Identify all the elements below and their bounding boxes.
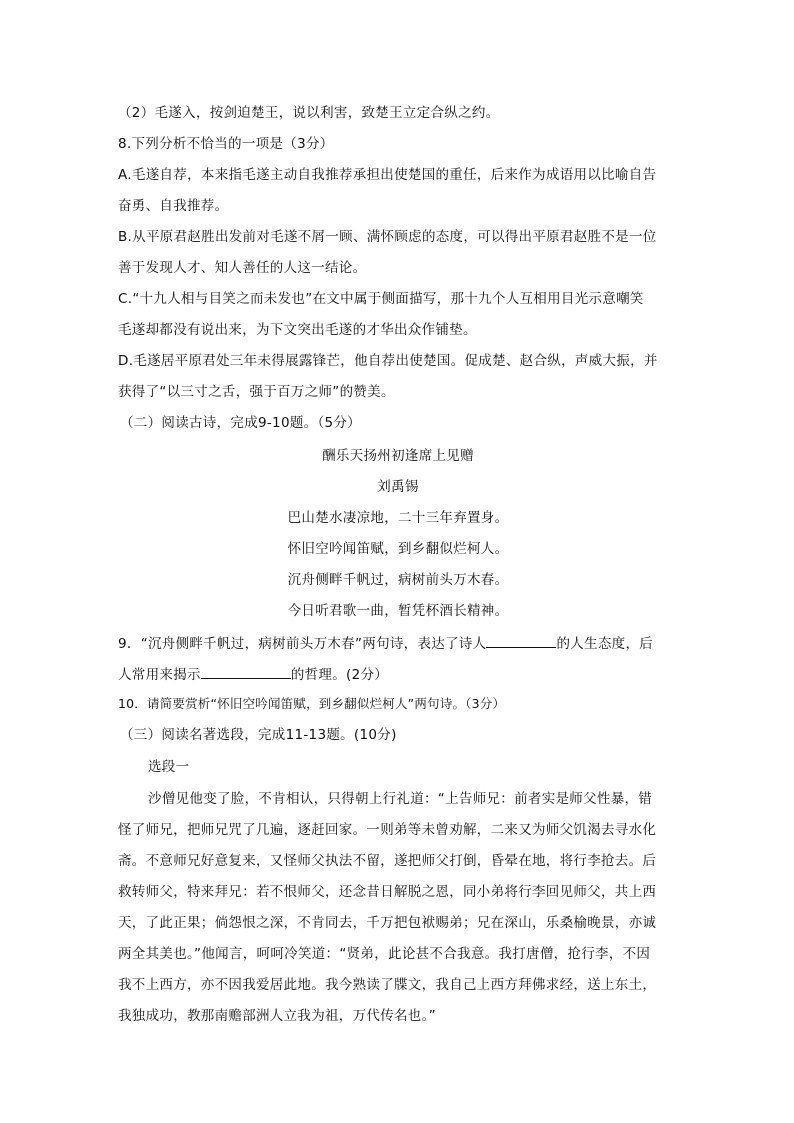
- q9-answer-blank-2[interactable]: [201, 663, 291, 679]
- excerpt-line-3: 斋。不意师兄好意复来，又怪师父执法不留，遂把师父打倒，昏晕在地，将行李抢去。后: [118, 853, 657, 869]
- q8-option-d-line1: D.毛遂居平原君处三年未得展露锋芒，他自荐出使楚国。促成楚、赵合纵，声威大振，并: [118, 353, 658, 369]
- excerpt-line-6: 两全其美也。”他闻言，呵呵冷笑道：“贤弟，此论甚不合我意。我打唐僧，抢行李，不因: [118, 946, 651, 962]
- q9-text-a: 9．“沉舟侧畔千帆过，病树前头万木春”两句诗，表达了诗人: [118, 636, 487, 652]
- q8-option-a-line1: A.毛遂自荐，本来指毛遂主动自我推荐承担出使楚国的重任，后来作为成语用以比喻自告: [118, 167, 657, 183]
- excerpt-line-1: 沙僧见他变了脸，不肯相认，只得朝上行礼道：“上告师兄：前者实是师父性暴，错: [148, 791, 653, 807]
- q9-answer-blank-1[interactable]: [486, 632, 556, 648]
- q9-text-b: 的人生态度，后: [556, 636, 654, 652]
- q8-option-b-line1: B.从平原君赵胜出发前对毛遂不屑一顾、满怀顾虑的态度，可以得出平原君赵胜不是一位: [118, 229, 657, 245]
- excerpt-label: 选段一: [148, 759, 190, 775]
- poem-line-4: 今日听君歌一曲，暂凭杯酒长精神。: [287, 603, 509, 619]
- poem-line-1: 巴山楚水凄凉地，二十三年弃置身。: [287, 510, 509, 526]
- q8-option-b-line2: 善于发现人才、知人善任的人这一结论。: [118, 260, 367, 276]
- section-3-heading: （三）阅读名著选段，完成11-13题。(10分): [120, 727, 397, 743]
- q10: 10．请简要赏析“怀旧空吟闻笛赋，到乡翻似烂柯人”两句诗。（3分）: [118, 696, 506, 711]
- q8-option-d-line2: 获得了“以三寸之舌，强于百万之师”的赞美。: [118, 384, 395, 400]
- excerpt-line-8: 我独成功，教那南赡部洲人立我为祖，万代传名也。”: [118, 1008, 436, 1024]
- poem-line-2: 怀旧空吟闻笛赋，到乡翻似烂柯人。: [287, 541, 509, 557]
- excerpt-line-5: 天，了此正果；倘怨恨之深，不肯同去，千万把包袱赐弟；兄在深山，乐桑榆晚景，亦诚: [118, 915, 657, 931]
- q8-option-c-line2: 毛遂却都没有说出来，为下文突出毛遂的才华出众作铺垫。: [118, 322, 477, 338]
- poem-author: 刘禹锡: [377, 479, 419, 495]
- poem-title: 酬乐天扬州初逢席上见赠: [322, 448, 474, 464]
- q9-line2: [118, 663, 678, 685]
- excerpt-line-7: 我不上西方，亦不因我爱居此地。我今熟读了牒文，我自己上西方拜佛求经，送上东土，: [118, 977, 657, 993]
- q8-stem: 8.下列分析不恰当的一项是（3分）: [118, 136, 334, 152]
- poem-line-3: 沉舟侧畔千帆过，病树前头万木春。: [287, 572, 509, 588]
- excerpt-line-2: 怪了师兄，把师兄咒了几遍，逐赶回家。一则弟等未曾劝解，二来又为师父饥渴去寻水化: [118, 822, 657, 838]
- q9-text-d: 的哲理。(2分）: [290, 667, 389, 683]
- q7-item-2: （2）毛遂入，按剑迫楚王，说以利害，致楚王立定合纵之约。: [118, 105, 500, 121]
- q8-option-c-line1: C.“十九人相与目笑之而未发也”在文中属于侧面描写，那十九个人互相用目光示意嘲笑: [118, 291, 644, 307]
- excerpt-line-4: 救转师父，特来拜兄：若不恨师父，还念昔日解脱之恩，同小弟将行李回见师父，共上西: [118, 884, 657, 900]
- q8-option-a-line2: 奋勇、自我推荐。: [118, 198, 229, 214]
- q9-text-c: 人常用来揭示: [118, 667, 201, 683]
- section-2-heading: （二）阅读古诗，完成9-10题。（5分）: [120, 415, 361, 431]
- q9-line1: [118, 632, 678, 654]
